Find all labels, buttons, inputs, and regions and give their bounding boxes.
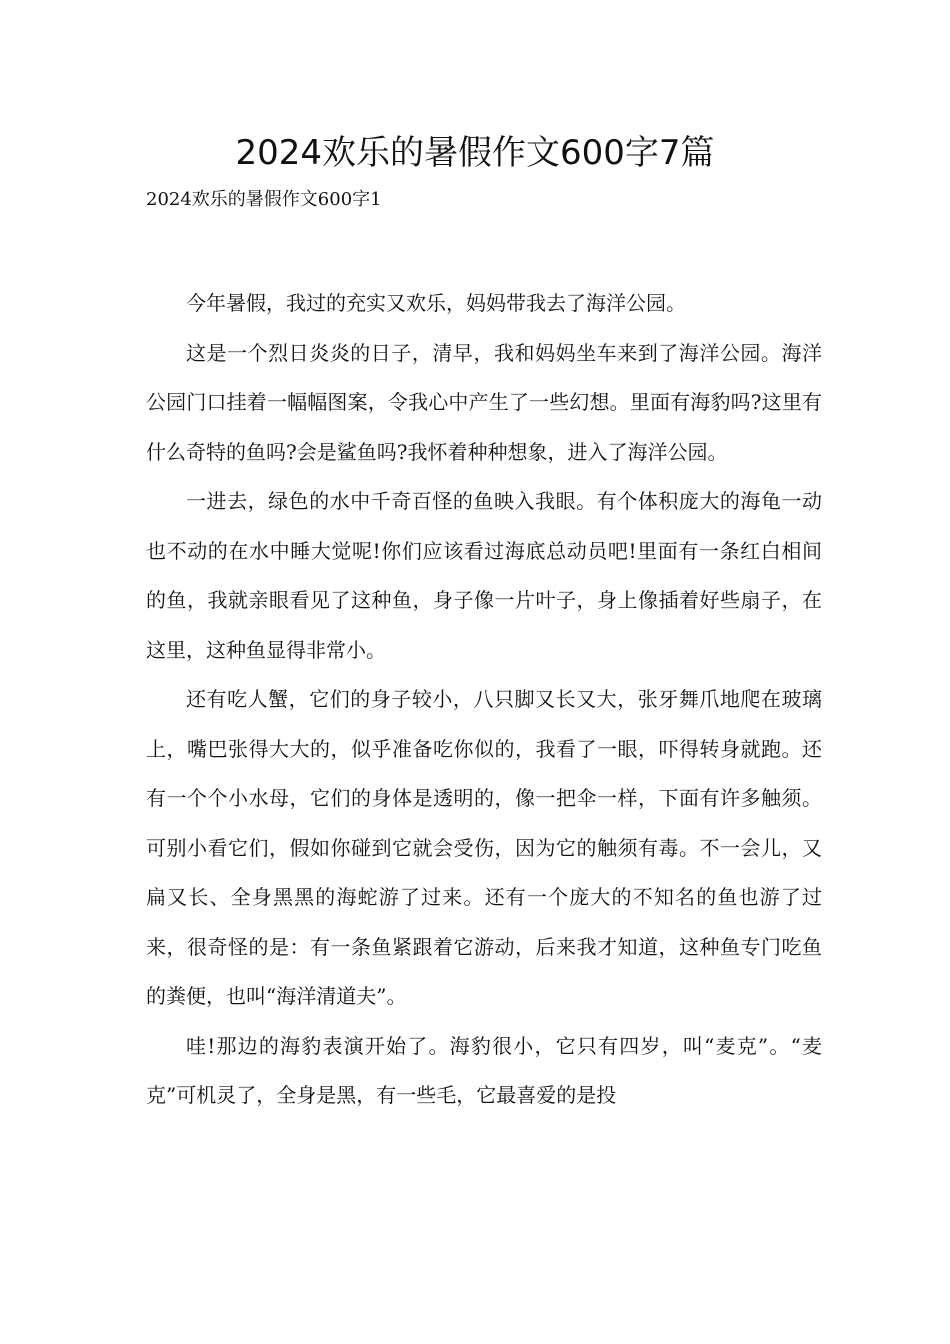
document-title: 2024欢乐的暑假作文600字7篇 [235,133,715,173]
paragraph: 还有吃人蟹，它们的身子较小，八只脚又长又大，张牙舞爪地爬在玻璃上，嘴巴张得大大的，似乎准备吃你似的，我看了一眼，吓得转身就跑。还有一个个小水母，它们的身体是透明的，像一把伞一样，下面有许多触须。可别小看它们，假如你碰到它就会受伤，因为它的触须有毒。不一会儿，又扁又长、全身黑黑的海蛇游了过来。还有一个庞大的不知名的鱼也游了过来，很奇怪的是：有一条鱼紧跟着它游动，后来我才知道，这种鱼专门吃鱼的粪便，也叫“海洋清道夫”。 [146,687,822,1008]
paragraph: 这是一个烈日炎炎的日子，清早，我和妈妈坐车来到了海洋公园。海洋公园门口挂着一幅幅图案，令我心中产生了一些幻想。里面有海豹吗?这里有什么奇特的鱼吗?会是鲨鱼吗?我怀着种种想象，进入了海洋公园。 [146,340,822,464]
paragraph: 一进去，绿色的水中千奇百怪的鱼映入我眼。有个体积庞大的海龟一动也不动的在水中睡大觉呢!你们应该看过海底总动员吧!里面有一条红白相间的鱼，我就亲眼看见了这种鱼，身子像一片叶子，身上像插着好些扇子，在这里，这种鱼显得非常小。 [146,489,822,662]
paragraph: 今年暑假，我过的充实又欢乐，妈妈带我去了海洋公园。 [186,291,686,315]
paragraph: 哇!那边的海豹表演开始了。海豹很小，它只有四岁，叫“麦克”。“麦克”可机灵了，全身是黑，有一些毛，它最喜爱的是投 [146,1033,822,1107]
section-subtitle: 2024欢乐的暑假作文600字1 [146,189,382,210]
essay-body [146,279,822,1121]
